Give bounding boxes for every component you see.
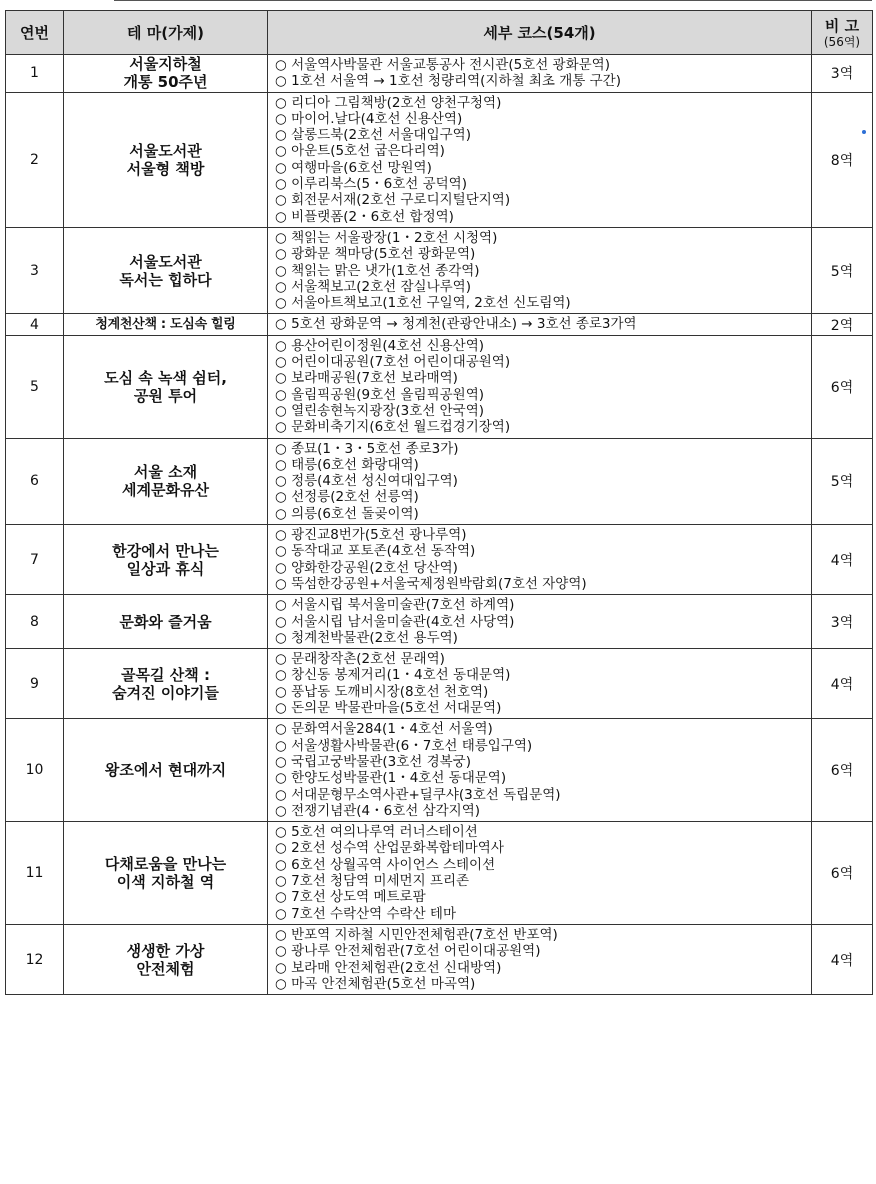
theme-line: 안전체험: [136, 959, 195, 978]
theme-line: 한강에서 만나는: [112, 541, 219, 560]
theme-line: 다채로움을 만나는: [104, 855, 227, 874]
row-theme: [64, 719, 268, 822]
course-item: ○ 창신동 봉제거리(1・4호선 동대문역): [275, 667, 809, 683]
row-number: 4: [6, 314, 64, 335]
course-item: ○ 책읽는 맑은 냇가(1호선 종각역): [275, 263, 809, 279]
theme-line: 숨겨진 이야기들: [112, 683, 219, 702]
row-courses: [268, 55, 812, 93]
header-remark-sub: (56역): [823, 34, 861, 49]
course-item: ○ 보라매공원(7호선 보라매역): [275, 370, 809, 386]
table-row: [6, 227, 873, 314]
row-theme: [64, 525, 268, 595]
row-courses: [268, 335, 812, 438]
course-item: ○ 양화한강공원(2호선 당산역): [275, 560, 809, 576]
station-count: 4역: [812, 525, 873, 595]
course-item: ○ 선정릉(2호선 선릉역): [275, 489, 809, 505]
theme-line: 일상과 휴식: [126, 559, 205, 578]
header-remark: [812, 11, 873, 55]
row-number: 5: [6, 335, 64, 438]
course-item: ○ 광나루 안전체험관(7호선 어린이대공원역): [275, 943, 809, 959]
row-courses: [268, 92, 812, 227]
course-item: ○ 문화역서울284(1・4호선 서울역): [275, 721, 809, 737]
course-item: ○ 전쟁기념관(4・6호선 삼각지역): [275, 803, 809, 819]
course-item: ○ 열린송현녹지광장(3호선 안국역): [275, 403, 809, 419]
row-theme: [64, 335, 268, 438]
row-courses: [268, 719, 812, 822]
row-courses: [268, 314, 812, 335]
course-item: ○ 광화문 책마당(5호선 광화문역): [275, 246, 809, 262]
station-count: 4역: [812, 924, 873, 994]
header-theme: 테 마(가제): [64, 11, 268, 55]
station-count: 3역: [812, 595, 873, 649]
top-rule: [114, 0, 872, 1]
row-courses: [268, 227, 812, 314]
station-count: 6역: [812, 719, 873, 822]
header-course: 세부 코스(54개): [268, 11, 812, 55]
course-item: ○ 종묘(1・3・5호선 종로3가): [275, 441, 809, 457]
course-item: ○ 용산어린이정원(4호선 신용산역): [275, 338, 809, 354]
row-theme: [64, 92, 268, 227]
row-number: 1: [6, 55, 64, 93]
row-number: 8: [6, 595, 64, 649]
course-item: ○ 동작대교 포토존(4호선 동작역): [275, 543, 809, 559]
table-row: [6, 822, 873, 925]
course-item: ○ 서울책보고(2호선 잠실나루역): [275, 279, 809, 295]
row-number: 11: [6, 822, 64, 925]
row-theme: [64, 314, 268, 335]
row-number: 7: [6, 525, 64, 595]
row-number: 6: [6, 438, 64, 525]
course-item: ○ 풍납동 도깨비시장(8호선 천호역): [275, 684, 809, 700]
course-item: ○ 2호선 성수역 산업문화복합테마역사: [275, 840, 809, 856]
course-item: ○ 정릉(4호선 성신여대입구역): [275, 473, 809, 489]
course-item: ○ 서울시립 남서울미술관(4호선 사당역): [275, 614, 809, 630]
theme-line: 세계문화유산: [122, 481, 209, 500]
table-row: [6, 649, 873, 719]
course-item: ○ 6호선 상월곡역 사이언스 스테이션: [275, 857, 809, 873]
header-no: 연번: [6, 11, 64, 55]
course-item: ○ 서대문형무소역사관+딜쿠샤(3호선 독립문역): [275, 787, 809, 803]
theme-line: 서울형 책방: [126, 159, 205, 178]
course-item: ○ 마곡 안전체험관(5호선 마곡역): [275, 976, 809, 992]
course-item: ○ 책읽는 서울광장(1・2호선 시청역): [275, 230, 809, 246]
course-item: ○ 마이어.날다(4호선 신용산역): [275, 111, 809, 127]
course-item: ○ 1호선 서울역 → 1호선 청량리역(지하철 최초 개통 구간): [275, 73, 809, 89]
row-courses: [268, 822, 812, 925]
course-item: ○ 어린이대공원(7호선 어린이대공원역): [275, 354, 809, 370]
theme-line: 생생한 가상: [126, 941, 205, 960]
station-count: 8역: [812, 92, 873, 227]
row-theme: [64, 55, 268, 93]
table-row: [6, 719, 873, 822]
course-item: ○ 반포역 지하철 시민안전체험관(7호선 반포역): [275, 927, 809, 943]
course-item: ○ 여행마을(6호선 망원역): [275, 160, 809, 176]
station-count: 2역: [812, 314, 873, 335]
row-theme: [64, 227, 268, 314]
theme-line: 서울도서관: [129, 141, 202, 160]
course-item: ○ 리디아 그림책방(2호선 양천구청역): [275, 95, 809, 111]
theme-line: 공원 투어: [133, 386, 198, 405]
course-item: ○ 5호선 광화문역 → 청계천(관광안내소) → 3호선 종로3가역: [275, 316, 809, 332]
theme-line: 골목길 산책 :: [121, 665, 210, 684]
row-number: 12: [6, 924, 64, 994]
course-item: ○ 문화비축기지(6호선 월드컵경기장역): [275, 419, 809, 435]
header-remark-label: 비 고: [824, 16, 860, 35]
course-item: ○ 올림픽공원(9호선 올림픽공원역): [275, 387, 809, 403]
course-item: ○ 이루리북스(5・6호선 공덕역): [275, 176, 809, 192]
course-item: ○ 5호선 여의나루역 러너스테이션: [275, 824, 809, 840]
table-row: [6, 525, 873, 595]
table-body: [6, 55, 873, 995]
theme-line: 도심 속 녹색 쉼터,: [104, 368, 227, 387]
row-theme: [64, 822, 268, 925]
table-row: [6, 438, 873, 525]
course-item: ○ 태릉(6호선 화랑대역): [275, 457, 809, 473]
row-courses: [268, 924, 812, 994]
theme-line: 왕조에서 현대까지: [104, 761, 227, 780]
station-count: 3역: [812, 55, 873, 93]
table-row: [6, 924, 873, 994]
row-theme: [64, 595, 268, 649]
row-number: 9: [6, 649, 64, 719]
course-item: ○ 돈의문 박물관마을(5호선 서대문역): [275, 700, 809, 716]
course-item: ○ 서울시립 북서울미술관(7호선 하계역): [275, 597, 809, 613]
table-row: [6, 55, 873, 93]
theme-line: 서울도서관: [129, 252, 202, 271]
course-item: ○ 보라매 안전체험관(2호선 신대방역): [275, 960, 809, 976]
station-count: 5역: [812, 227, 873, 314]
row-number: 10: [6, 719, 64, 822]
station-count: 4역: [812, 649, 873, 719]
row-theme: [64, 649, 268, 719]
row-number: 2: [6, 92, 64, 227]
course-item: ○ 7호선 수락산역 수락산 테마: [275, 906, 809, 922]
course-item: ○ 서울생활사박물관(6・7호선 태릉입구역): [275, 738, 809, 754]
course-item: ○ 의릉(6호선 돌곶이역): [275, 506, 809, 522]
course-item: ○ 7호선 청담역 미세먼지 프리존: [275, 873, 809, 889]
course-item: ○ 서울아트책보고(1호선 구일역, 2호선 신도림역): [275, 295, 809, 311]
theme-line: 이색 지하철 역: [116, 873, 215, 892]
course-item: ○ 국립고궁박물관(3호선 경복궁): [275, 754, 809, 770]
station-count: 6역: [812, 822, 873, 925]
theme-line: 청계천산책 : 도심속 힐링: [95, 316, 236, 332]
course-item: ○ 한양도성박물관(1・4호선 동대문역): [275, 770, 809, 786]
course-item: ○ 비플랫폼(2・6호선 합정역): [275, 209, 809, 225]
row-theme: [64, 924, 268, 994]
row-number: 3: [6, 227, 64, 314]
course-item: ○ 살롱드북(2호선 서울대입구역): [275, 127, 809, 143]
course-item: ○ 서울역사박물관 서울교통공사 전시관(5호선 광화문역): [275, 57, 809, 73]
theme-line: 서울 소재: [133, 463, 198, 482]
station-count: 6역: [812, 335, 873, 438]
row-theme: [64, 438, 268, 525]
header-row: [6, 11, 873, 55]
course-item: ○ 뚝섬한강공원+서울국제정원박람회(7호선 자양역): [275, 576, 809, 592]
theme-line: 서울지하철: [129, 55, 202, 74]
table-row: [6, 595, 873, 649]
row-courses: [268, 649, 812, 719]
theme-line: 독서는 힙하다: [119, 270, 212, 289]
theme-line: 문화와 즐거움: [119, 612, 212, 631]
course-item: ○ 문래창작촌(2호선 문래역): [275, 651, 809, 667]
row-courses: [268, 525, 812, 595]
course-item: ○ 광진교8번가(5호선 광나루역): [275, 527, 809, 543]
course-item: ○ 회전문서재(2호선 구로디지털단지역): [275, 192, 809, 208]
course-item: ○ 7호선 상도역 메트로팜: [275, 889, 809, 905]
row-courses: [268, 595, 812, 649]
table-row: [6, 92, 873, 227]
course-table: [5, 10, 873, 995]
table-row: [6, 314, 873, 335]
table-row: [6, 335, 873, 438]
theme-line: 개통 50주년: [123, 73, 208, 92]
course-item: ○ 아운트(5호선 굽은다리역): [275, 143, 809, 159]
row-courses: [268, 438, 812, 525]
course-item: ○ 청계천박물관(2호선 용두역): [275, 630, 809, 646]
station-count: 5역: [812, 438, 873, 525]
